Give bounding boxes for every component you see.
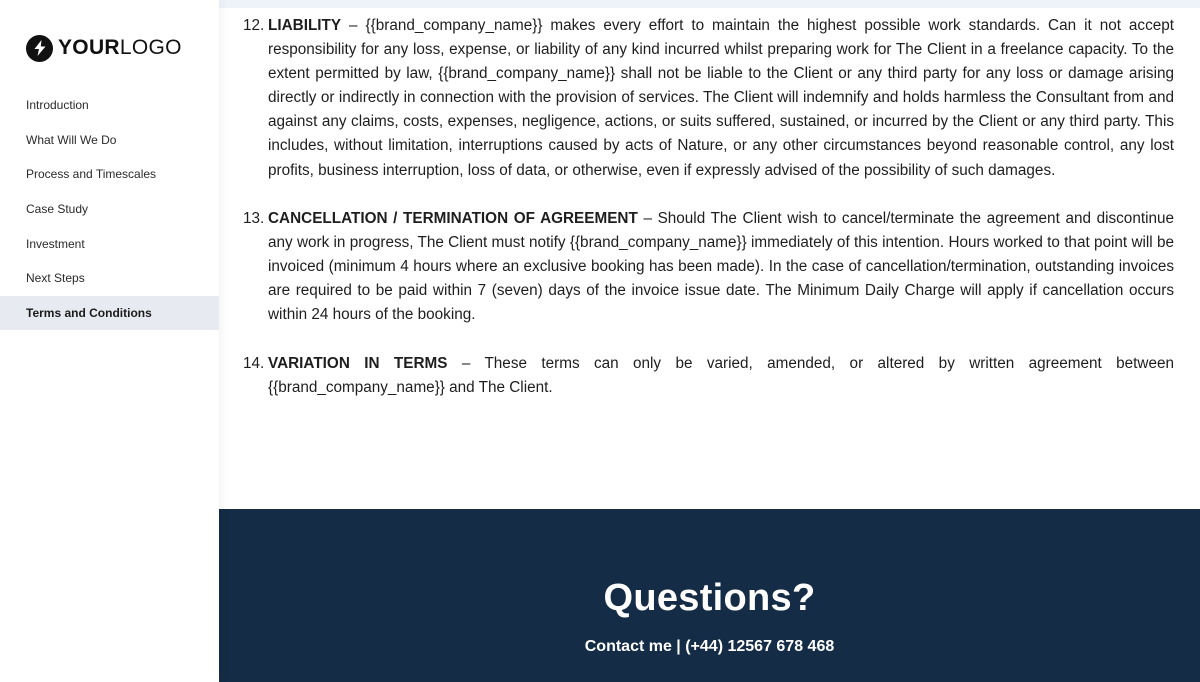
sidebar-item-case-study[interactable]: Case Study [26,202,89,217]
logo[interactable] [26,34,182,62]
sidebar-item-investment[interactable]: Investment [26,236,85,251]
term-text: – Should The Client wish to cancel/terminate the agreement and discontinue any work in progress, The Client must notify {{brand_company_name}} immediately of this intention. Hours worked to that point will be invoiced (minimum 4 hours where an exclusive booking has been made). In the case of cancellation/termination, outstanding invoices are required to be paid within 7 (seven) days of the invoice issue date. The Minimum Daily Charge will apply if cancellation occurs within 24 hours of the booking. [268,209,1174,324]
term-title: CANCELLATION / TERMINATION OF AGREEMENT [268,209,638,227]
sidebar-item-introduction[interactable]: Introduction [26,98,89,113]
term-number: 14. [243,354,265,372]
sidebar-item-process-and-timescales[interactable]: Process and Timescales [26,167,157,182]
logo-text [58,36,182,60]
logo-text-strong: YOUR [58,36,120,59]
top-strip [219,0,1200,8]
term-text: – {{brand_company_name}} makes every effort to maintain the highest possible work standards. Can it not accept responsibility for any loss, expense, or liability of any kind incurred whilst preparing work for The Client in a freelance capacity. To the extent permitted by law, {{brand_company_name}} shall not be liable to the Client or any third party for any loss or damage arising directly or indirectly in connection with the provision of services. The Client will indemnify and holds harmless the Consultant from and against any claims, costs, expenses, negligence, actions, or suits suffered, sustained, or incurred by the Client or any third party. This includes, without limitation, interruptions caused by acts of Nature, or any other circumstances beyond reasonable control, any lost profits, business interruption, loss of data, or otherwise, even if expressly advised of the possibility of such damages. [268,17,1174,179]
term-title: LIABILITY [268,17,342,34]
main-content [219,0,1200,682]
sidebar-item-what-will-we-do[interactable]: What Will We Do [26,132,117,147]
contact-line[interactable]: Contact me | (+44) 12567 678 468 [584,638,835,655]
terms-list [243,14,1174,424]
questions-footer [219,509,1200,682]
term-body [268,352,1174,400]
term-number: 12. [243,17,265,34]
term-item-liability [243,14,1174,183]
sidebar [0,0,219,682]
term-body [268,207,1174,327]
sidebar-nav [0,88,219,330]
lightning-bolt-icon [26,35,53,62]
logo-text-light: LOGO [119,36,182,59]
term-body [268,14,1174,183]
term-title: VARIATION IN TERMS [268,354,448,372]
sidebar-item-next-steps[interactable]: Next Steps [26,271,85,286]
term-item-variation [243,352,1174,400]
term-text: – These terms can only be varied, amended, or altered by written agreement between {{brand_company_name}} and The Client. [268,354,1174,396]
term-item-cancellation [243,207,1174,327]
sidebar-item-terms-and-conditions[interactable]: Terms and Conditions [0,296,219,331]
term-number: 13. [243,209,265,227]
footer-title: Questions? [603,577,816,619]
